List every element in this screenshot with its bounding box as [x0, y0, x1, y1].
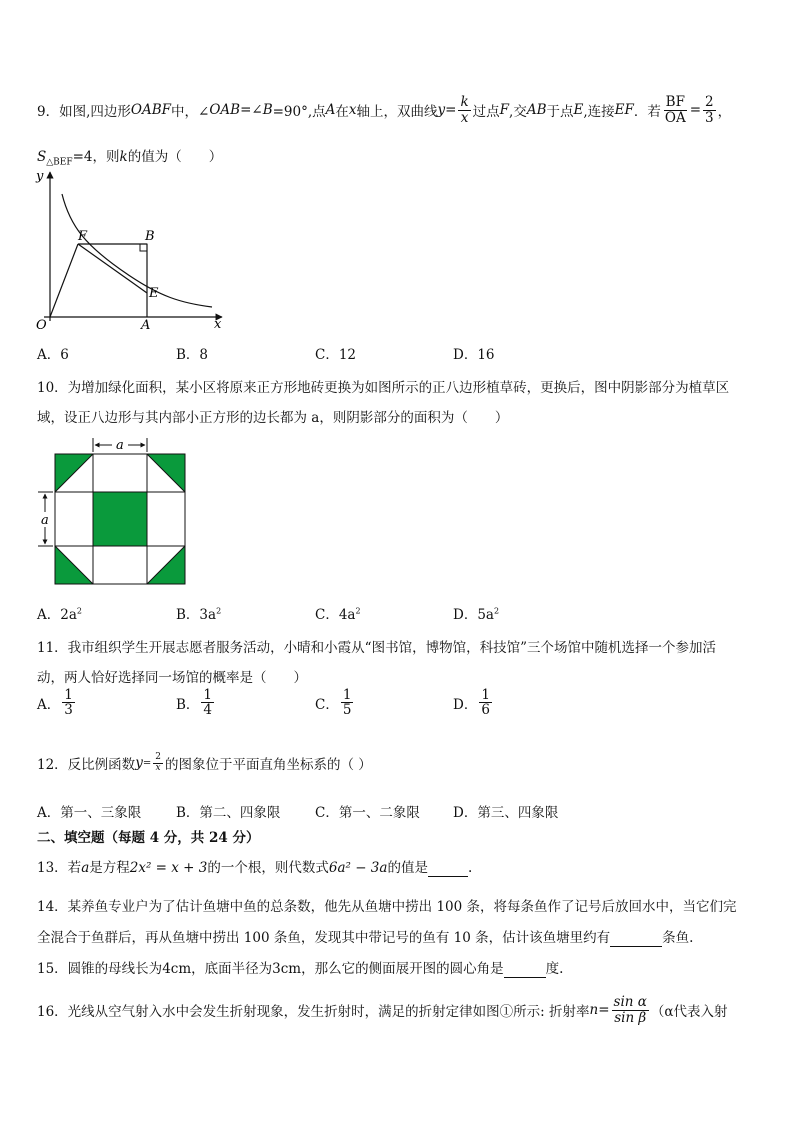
q9-text: ，: [717, 104, 732, 120]
q9-seg-of: [50, 244, 78, 317]
q13-text: 是方程: [89, 860, 130, 876]
q9-seg-ef: EF: [614, 102, 634, 118]
opt-label: A．: [37, 696, 61, 713]
opt-text: A．2a: [37, 607, 77, 623]
opt-sup: 2: [216, 606, 222, 616]
q13-line: [37, 856, 472, 877]
q9-text: =90°,点: [272, 104, 326, 120]
q9-label-f: F: [78, 229, 88, 244]
q13-text: 13．若: [37, 860, 82, 876]
q9-k-over-x: [458, 95, 470, 124]
opt-label: D．: [453, 696, 478, 713]
q9-text: 中，∠: [171, 104, 210, 120]
frac-den: x: [460, 109, 469, 126]
q9-quad: OABF: [130, 102, 171, 118]
q14-answer-blank[interactable]: [610, 930, 662, 947]
q10-line1: 10．为增加绿化面积，某小区将原来正方形地砖更换为如图所示的正八边形植草砖，更换后，图中阴影部分为植草区: [37, 380, 730, 396]
q9-eq-y: y: [437, 102, 446, 118]
opt-label: C．: [315, 696, 339, 713]
q9-option-c[interactable]: C．12: [315, 347, 357, 363]
frac-num: 1: [203, 687, 213, 703]
q9-point-a: A: [325, 102, 336, 118]
q13-text: 的一个根，则代数式: [207, 860, 329, 876]
q13-text: 的值是: [387, 860, 428, 876]
q12-text: 12．反比例函数: [37, 757, 136, 773]
q9-text: ,连接: [583, 104, 615, 120]
q10-option-d[interactable]: [453, 603, 499, 623]
frac-den: 3: [64, 702, 73, 719]
q9-axis: x: [348, 102, 357, 118]
q12-option-c[interactable]: C．第一、二象限: [315, 805, 420, 821]
q15-text: 15．圆锥的母线长为: [37, 961, 163, 977]
frac-num: BF: [665, 94, 685, 111]
q15-text: 度.: [545, 961, 564, 977]
opt-sup: 2: [76, 606, 82, 616]
q14-line2: [37, 926, 693, 947]
q10-option-b[interactable]: [176, 603, 221, 623]
q14-text: 条鱼.: [662, 930, 694, 946]
q12-y: y: [135, 755, 143, 771]
q9-label-x: x: [214, 317, 222, 332]
opt-frac: [201, 688, 214, 717]
q16-n: n: [589, 1002, 599, 1018]
q9-text: ．若: [633, 104, 661, 120]
frac-den: 6: [481, 702, 490, 719]
frac-num: 1: [481, 687, 490, 703]
section-fill-in-title: 二、填空题（每题 4 分，共 24 分）: [37, 830, 260, 846]
q15-answer-blank[interactable]: [504, 961, 546, 978]
opt-sup: 2: [493, 606, 500, 616]
q12-option-a[interactable]: A．第一、三象限: [37, 805, 142, 821]
q9-label-e: E: [149, 286, 159, 301]
q11-option-d[interactable]: [453, 688, 494, 717]
opt-frac: [341, 688, 354, 717]
q16-frac: [612, 995, 649, 1024]
frac-den: sin β: [614, 1009, 647, 1026]
q9-line2: [37, 145, 222, 168]
q9-k: k: [119, 149, 128, 165]
q9-text: =4，则: [72, 149, 120, 165]
q13-answer-blank[interactable]: [428, 860, 468, 877]
q9-angle2: B: [262, 102, 273, 118]
q9-hyperbola: [62, 194, 212, 307]
q11-options: [37, 688, 757, 730]
q9-seg-fe: [78, 244, 147, 293]
q12-text: 的图象位于平面直角坐标系的（ ）: [164, 757, 372, 773]
opt-label: B．: [176, 696, 200, 713]
q14-text: 全混合于鱼群后，再从鱼塘中捞出 100 条鱼，发现其中带记号的鱼有 10 条，估计该鱼塘里约有: [37, 930, 611, 946]
q10-label-a-left: a: [41, 513, 49, 528]
q11-line2: 动，两人恰好选择同一场馆的概率是（ ）: [37, 670, 307, 686]
q9-point-f: F: [499, 102, 510, 118]
q9-eq-sign: =: [445, 102, 457, 118]
q9-eq-sign: =: [689, 102, 702, 118]
q13-expression: 6a² − 3a: [328, 860, 388, 876]
q9-label-o: O: [36, 318, 47, 333]
q12-frac: [153, 753, 163, 773]
q12-option-b[interactable]: B．第二、四象限: [176, 805, 281, 821]
q9-point-e: E: [573, 102, 584, 118]
q12-eq: =: [142, 757, 152, 769]
q9-area-sub: △BEF: [46, 157, 73, 168]
opt-sup: 2: [355, 606, 361, 616]
q14-line1: 14．某养鱼专业户为了估计鱼塘中鱼的总条数，他先从鱼塘中捞出 100 条，将每条鱼作了记号后放回水中，当它们完: [37, 899, 737, 915]
q9-text: 轴上，双曲线: [356, 104, 438, 120]
q9-right-angle: [140, 244, 147, 251]
q9-figure: [30, 166, 230, 336]
q9-text: 9．如图,四边形: [37, 104, 131, 120]
frac-num: 1: [64, 687, 73, 703]
q16-text: （α代表入射: [650, 1004, 728, 1020]
q10-line2: 域，设正八边形与其内部小正方形的边长都为 a，则阴影部分的面积为（ ）: [37, 410, 509, 426]
frac-num: k: [460, 94, 469, 111]
opt-text: C．4a: [315, 607, 356, 623]
opt-text: B．3a: [176, 607, 217, 623]
q16-eq: =: [598, 1002, 610, 1018]
q9-two-thirds: [703, 95, 716, 124]
q9-text: 在: [335, 104, 349, 120]
q9-text: 过点: [472, 104, 500, 120]
frac-den: x: [155, 762, 161, 773]
q9-angle1: OAB: [209, 102, 241, 118]
q15-line: [37, 957, 563, 978]
q12-option-d[interactable]: D．第三、四象限: [453, 805, 559, 821]
q10-figure: [30, 432, 200, 590]
q9-option-a[interactable]: A．6: [37, 347, 69, 363]
opt-frac: [479, 688, 492, 717]
frac-num: 1: [342, 687, 352, 703]
q12-line: [37, 748, 372, 778]
q9-label-b: B: [145, 229, 155, 244]
q13-var: a: [81, 860, 90, 876]
q16-line: [37, 990, 728, 1030]
q10-center-square: [93, 492, 147, 546]
q9-text: =∠: [240, 102, 263, 118]
q9-option-d[interactable]: D．16: [453, 347, 495, 363]
q13-text: .: [467, 860, 473, 876]
q15-slant: 4cm: [162, 961, 192, 977]
q9-text: 的值为（ ）: [127, 149, 223, 165]
frac-den: 4: [203, 702, 213, 719]
q15-text: ，那么它的侧面展开图的圆心角是: [301, 961, 504, 977]
q11-option-b[interactable]: [176, 688, 216, 717]
q9-seg-ab: AB: [526, 102, 547, 118]
q15-radius: 3cm: [272, 961, 302, 977]
frac-num: 2: [155, 752, 161, 763]
frac-den: 3: [705, 109, 714, 126]
opt-frac: [62, 688, 75, 717]
q11-option-a[interactable]: [37, 688, 77, 717]
frac-den: OA: [664, 109, 686, 126]
q9-label-y: y: [36, 169, 44, 184]
opt-text: D．5a: [453, 607, 494, 623]
q10-label-a-top: a: [116, 438, 124, 453]
q9-bf-over-oa: [663, 95, 688, 124]
q10-option-a[interactable]: [37, 603, 82, 623]
q9-text: ,交: [509, 104, 527, 120]
q11-option-c[interactable]: [315, 688, 355, 717]
frac-num: 2: [705, 94, 714, 111]
frac-num: sin α: [613, 994, 647, 1011]
q13-equation: 2x² = x + 3: [129, 860, 208, 876]
q9-label-a: A: [141, 318, 151, 333]
q10-option-c[interactable]: [315, 603, 361, 623]
q15-text: ，底面半径为: [191, 961, 273, 977]
q9-line1: [37, 90, 731, 130]
q9-text: 于点: [546, 104, 574, 120]
q9-area-s: S: [37, 149, 47, 165]
q9-option-b[interactable]: B．8: [176, 347, 209, 363]
q16-text: 16．光线从空气射入水中会发生折射现象，发生折射时，满足的折射定律如图①所示: 折射率: [37, 1004, 590, 1020]
frac-den: 5: [342, 702, 352, 719]
q11-line1: 11．我市组织学生开展志愿者服务活动，小晴和小霞从“图书馆，博物馆，科技馆”三个场馆中随机选择一个参加活: [37, 640, 716, 656]
